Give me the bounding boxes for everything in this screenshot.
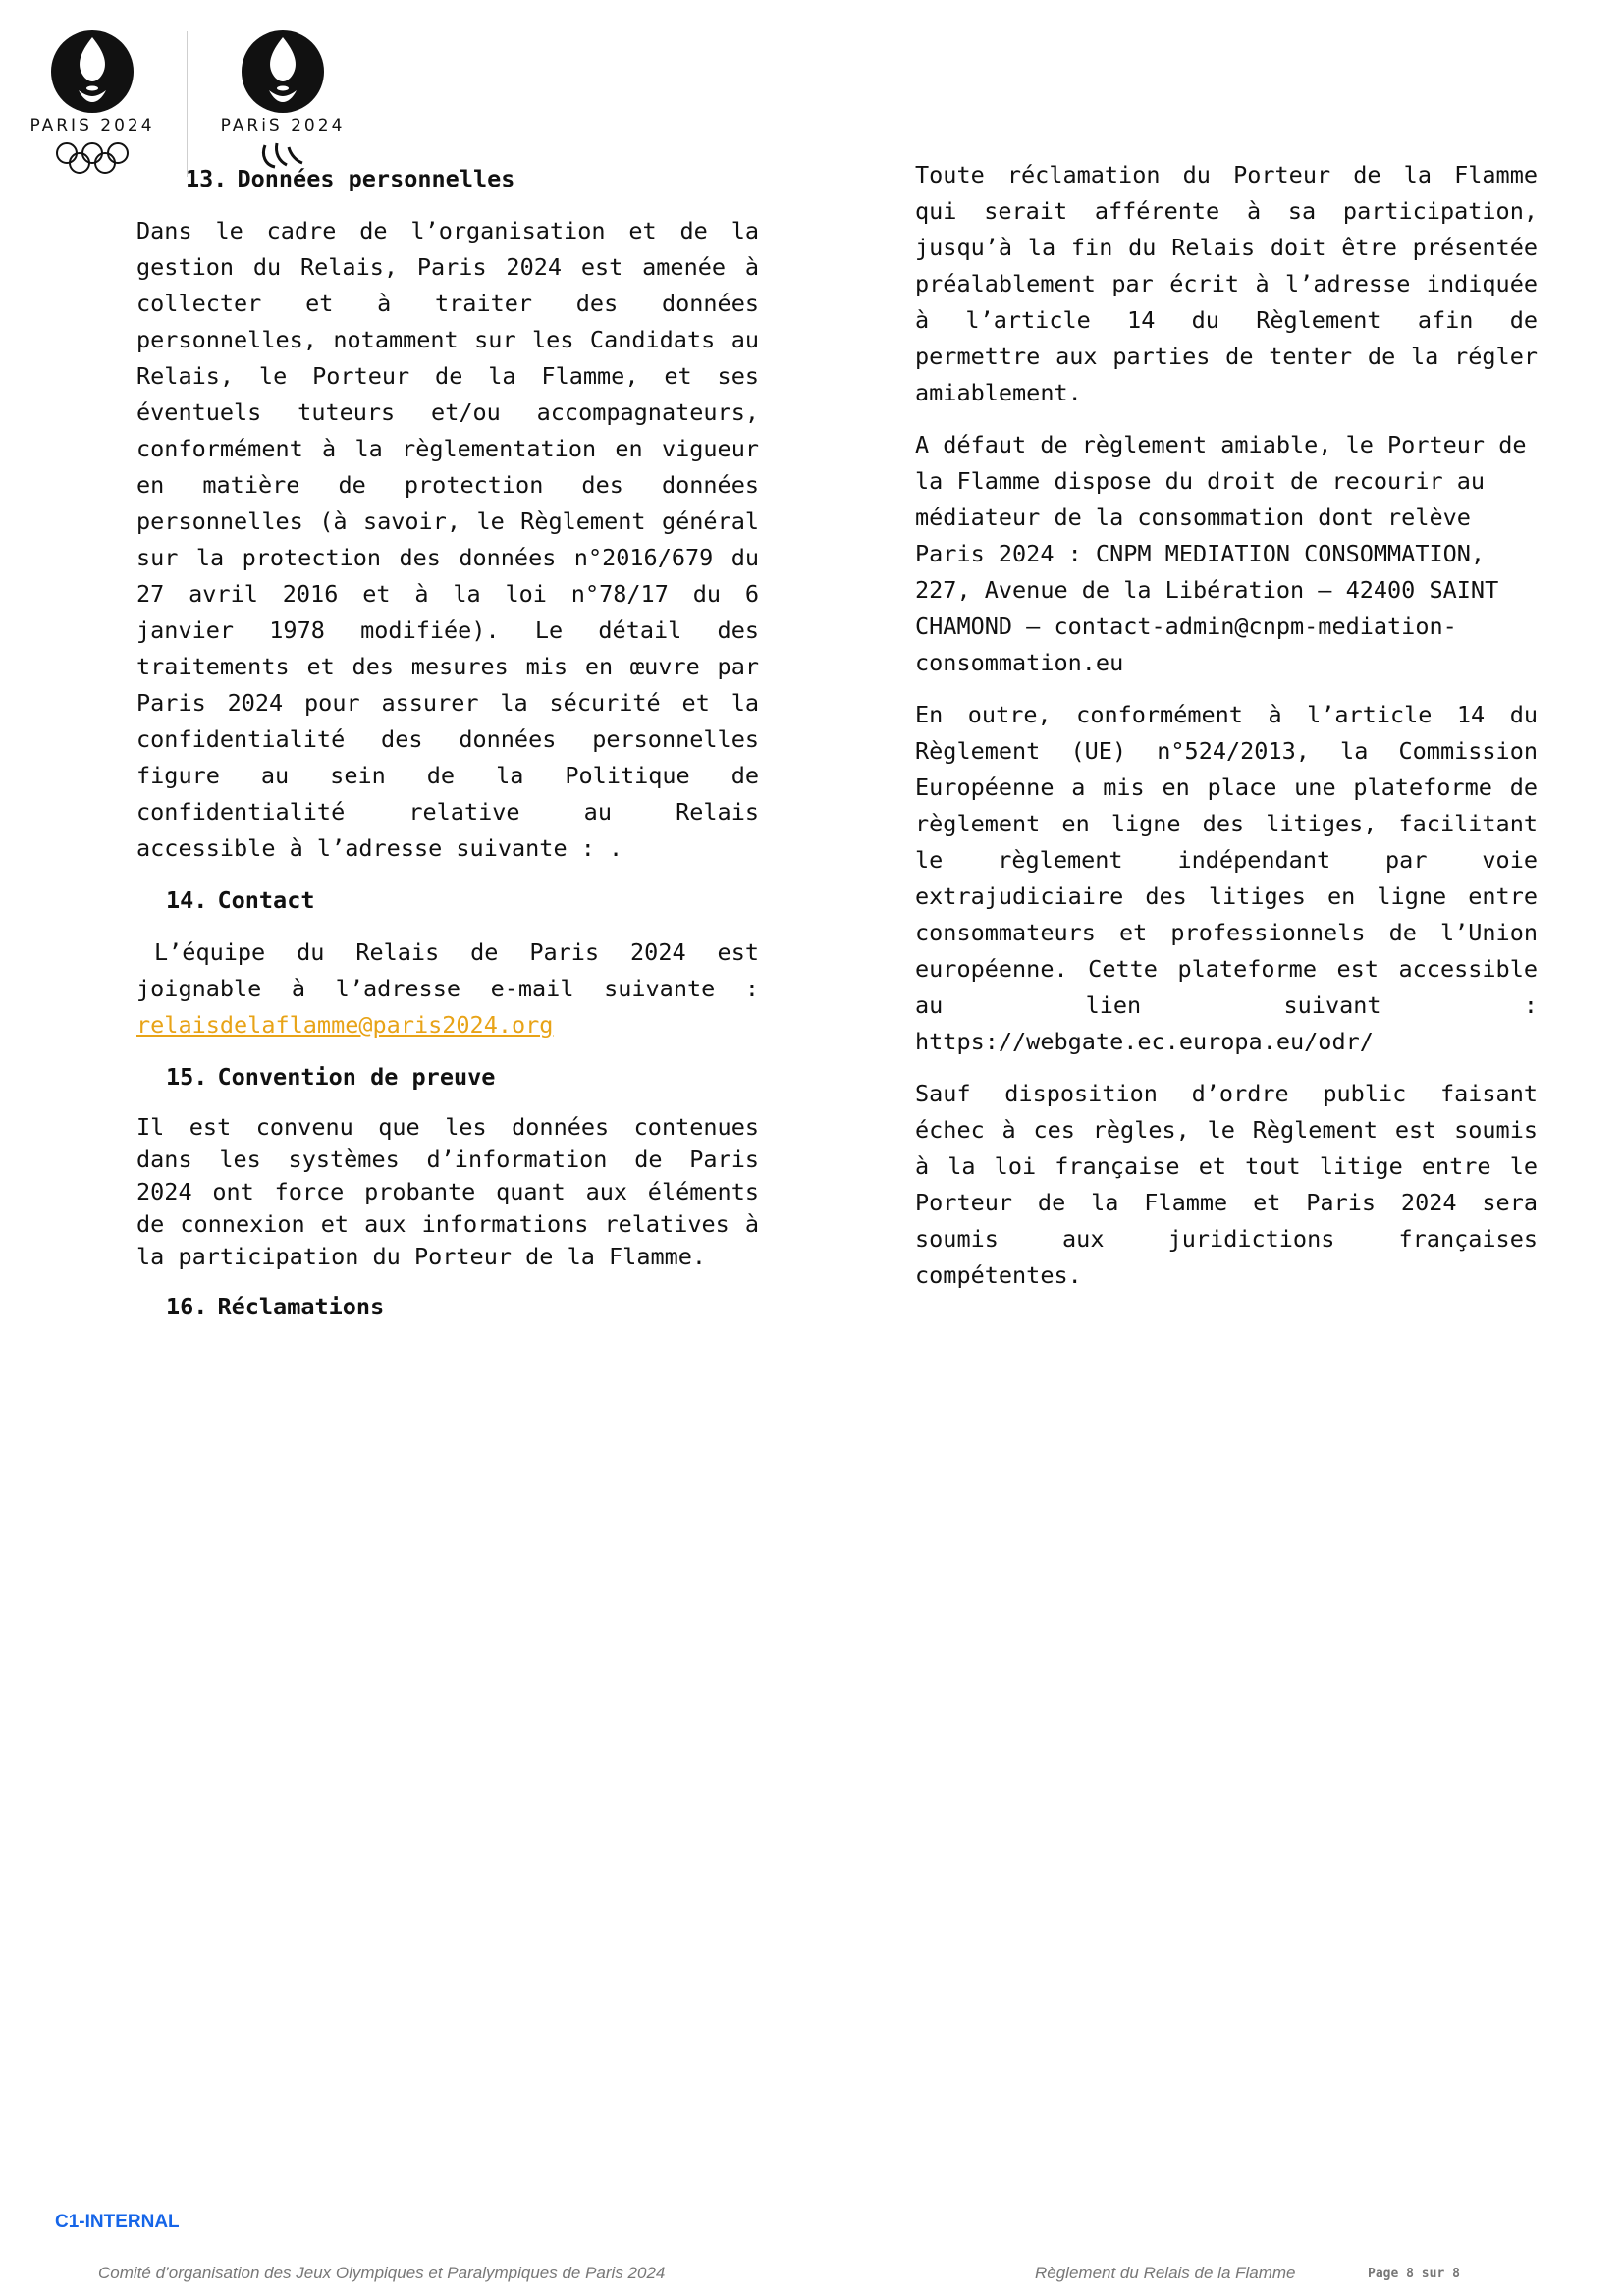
section-15-paragraph: Il est convenu que les données contenues dans les systèmes d’information de Paris 2024 ont force probante quant aux éléments de connexion et aux informations relatives à la participation du Porteur de la Flamme. (136, 1113, 759, 1270)
odr-platform-paragraph: En outre, conformément à l’article 14 du Règlement (UE) n°524/2013, la Commission Européenne a mis en place une plateforme de règlement en ligne des litiges, facilitant le règlement indépendant par voie extrajudiciaire des litiges en ligne entre consommateurs et professionnels de l’Union européenne. Cette plateforme est accessible au lien suivant : https://webgate.ec.europa.eu/odr/ (915, 701, 1538, 1055)
olympic-logo-text: PARIS 2024 (29, 116, 155, 135)
section-14-heading (136, 882, 759, 919)
contact-text: L’équipe du Relais de Paris 2024 est joignable à l’adresse e-mail suivante : (136, 938, 759, 1002)
section-13-paragraph: Dans le cadre de l’organisation et de la gestion du Relais, Paris 2024 est amenée à collecter et à traiter des données personnelles, notamment sur les Candidats au Relais, le Porteur de la Flamme, et ses éventuels tuteurs et/ou accompagnateurs, conformément à la règlementation en vigueur en matière de protection des données personnelles (à savoir, le Règlement général sur la protection des données n°2016/679 du 27 avril 2016 et à la loi n°78/17 du 6 janvier 1978 modifiée). Le détail des traitements et des mesures mis en œuvre par Paris 2024 pour assurer la sécurité et la confidentialité des données personnelles figure au sein de la Politique de confidentialité relative au Relais accessible à l’adresse suivante : . (136, 217, 759, 862)
section-title: Contact (217, 886, 315, 914)
reclamation-paragraph: Toute réclamation du Porteur de la Flamme qui serait afférente à sa participation, jusqu’à la fin du Relais doit être présentée préalablement par écrit à l’adresse indiquée à l’article 14 du Règlement afin de permettre aux parties de tenter de la régler amiablement. (915, 161, 1538, 406)
section-number: 15. (166, 1063, 208, 1091)
right-column (915, 157, 1538, 1309)
section-number: 14. (166, 886, 208, 914)
paris-2024-olympic-logo (24, 29, 161, 175)
footer-document-title: Règlement du Relais de la Flamme (1035, 2264, 1296, 2282)
olympic-rings-icon (53, 141, 132, 175)
section-16-heading (136, 1289, 759, 1325)
left-column (136, 157, 759, 1341)
section-14-paragraph (136, 934, 759, 1043)
footer-organization: Comité d’organisation des Jeux Olympiques et Paralympiques de Paris 2024 (98, 2264, 666, 2282)
page-number: Page 8 sur 8 (1368, 2267, 1460, 2281)
section-number: 13. (186, 165, 228, 192)
section-title: Convention de preuve (217, 1063, 496, 1091)
classification-label: C1-INTERNAL (55, 2212, 180, 2232)
paris-2024-paralympic-logo (214, 29, 352, 173)
section-title: Données personnelles (237, 165, 515, 192)
flame-emblem-icon (241, 29, 325, 114)
logo-divider (187, 31, 188, 177)
section-15-heading (136, 1059, 759, 1095)
paralympic-logo-text: PARiS 2024 (220, 116, 346, 135)
applicable-law-paragraph: Sauf disposition d’ordre public faisant échec à ces règles, le Règlement est soumis à la loi française et tout litige entre le Porteur de la Flamme et Paris 2024 sera soumis aux juridictions françaises compétentes. (915, 1080, 1538, 1289)
contact-email-link[interactable]: relaisdelaflamme@paris2024.org (136, 1011, 554, 1039)
section-13-heading (136, 161, 759, 197)
flame-emblem-icon (50, 29, 135, 114)
section-title: Réclamations (217, 1293, 385, 1320)
section-number: 16. (166, 1293, 208, 1320)
mediation-paragraph: A défaut de règlement amiable, le Porteur de la Flamme dispose du droit de recourir au médiateur de la consommation dont relève Paris 2024 : CNPM MEDIATION CONSOMMATION, 227, Avenue de la Libération – 42400 SAINT CHAMOND – contact-admin@cnpm-mediation-consommation.eu (915, 431, 1527, 676)
